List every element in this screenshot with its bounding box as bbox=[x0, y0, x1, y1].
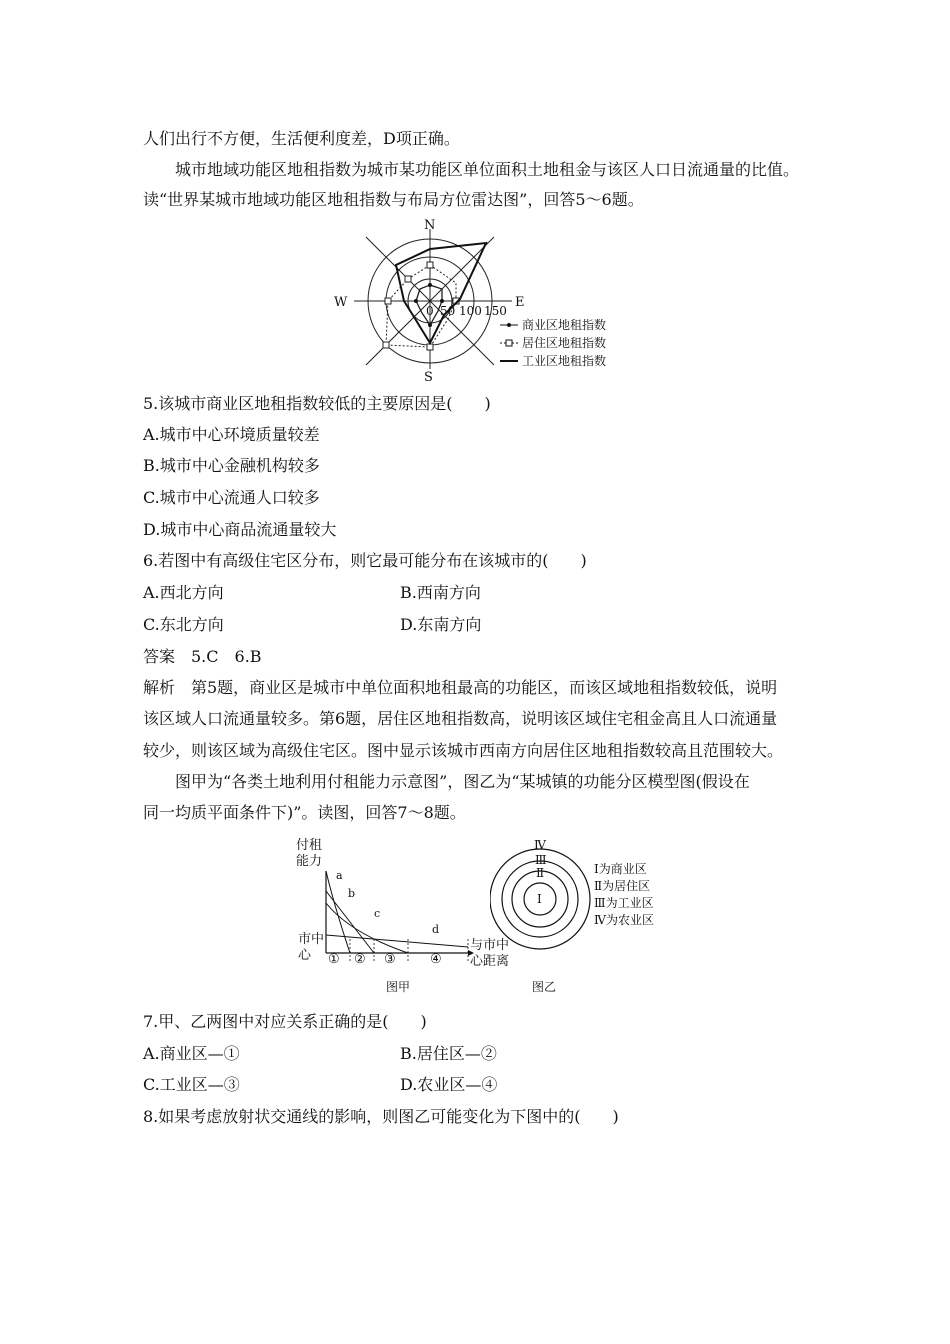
jia-ylabel-1: 付租 bbox=[296, 838, 323, 853]
intro2-line-1: 图甲为“各类土地利用付租能力示意图”，图乙为“某城镇的功能分区模型图(假设在 bbox=[175, 772, 750, 791]
q5-option-b: B.城市中心金融机构较多 bbox=[143, 456, 320, 475]
commercial-point-s bbox=[428, 323, 432, 327]
jia-label-b: b bbox=[348, 887, 356, 900]
residential-point-nw bbox=[405, 276, 411, 282]
jia-label-c: c bbox=[374, 907, 381, 920]
yi-legend-3: Ⅲ为工业区 bbox=[594, 896, 654, 910]
jia-zone-4: ④ bbox=[430, 952, 442, 967]
yi-legend-2: Ⅱ为居住区 bbox=[594, 879, 651, 893]
radar-tick-50: 50 bbox=[440, 304, 456, 318]
yi-ring-label-1: Ⅰ bbox=[537, 892, 542, 906]
radar-dir-n: N bbox=[424, 218, 436, 233]
intro-paragraph-line-2: 读“世界某城市地域功能区地租指数与布局方位雷达图”，回答5～6题。 bbox=[143, 190, 644, 209]
q7-option-b: B.居住区—② bbox=[400, 1044, 497, 1063]
legend-industrial: 工业区地租指数 bbox=[522, 354, 607, 368]
q7-option-c: C.工业区—③ bbox=[143, 1075, 240, 1094]
q5-option-a: A.城市中心环境质量较差 bbox=[143, 425, 320, 444]
jia-origin-1: 市中 bbox=[298, 932, 325, 947]
q5-option-c: C.城市中心流通人口较多 bbox=[143, 488, 320, 507]
q6-stem: 6.若图中有高级住宅区分布，则它最可能分布在该城市的( ) bbox=[143, 551, 587, 570]
figure-jia bbox=[290, 835, 520, 1000]
radar-dir-e: E bbox=[515, 295, 525, 310]
commercial-point-e bbox=[440, 299, 444, 303]
q6-option-b: B.西南方向 bbox=[400, 583, 481, 602]
analysis-line-2: 该区域人口流通量较多。第6题，居住区地租指数高，说明该区域住宅租金高且人口流通量 bbox=[143, 709, 778, 728]
figure-yi bbox=[490, 835, 670, 1000]
radar-tick-150: 150 bbox=[484, 304, 507, 318]
jia-curve-c bbox=[326, 903, 408, 953]
intro2-line-2: 同一均质平面条件下)”。读图，回答7～8题。 bbox=[143, 803, 466, 822]
jia-caption: 图甲 bbox=[386, 980, 411, 994]
radar-dir-s: S bbox=[424, 370, 433, 385]
commercial-point-w bbox=[414, 299, 418, 303]
jia-label-a: a bbox=[336, 869, 343, 882]
jia-zone-1: ① bbox=[328, 952, 340, 967]
radar-dir-w: W bbox=[334, 295, 348, 310]
residential-point-n bbox=[427, 262, 433, 268]
q8-stem: 8.如果考虑放射状交通线的影响，则图乙可能变化为下图中的( ) bbox=[143, 1107, 619, 1126]
radar-tick-0: 0 bbox=[426, 304, 434, 318]
jia-xlabel-1: 与市中 bbox=[470, 938, 510, 953]
yi-legend-4: Ⅳ为农业区 bbox=[594, 913, 654, 927]
jia-origin-2: 心 bbox=[298, 948, 312, 963]
q7-option-d: D.农业区—④ bbox=[400, 1075, 498, 1094]
analysis-line-3: 较少，则该区域为高级住宅区。图中显示该城市西南方向居住区地租指数较高且范围较大。 bbox=[143, 741, 784, 760]
commercial-point-n bbox=[428, 283, 432, 287]
legend-residential: 居住区地租指数 bbox=[522, 336, 607, 350]
analysis-line-1: 解析 第5题，商业区是城市中单位面积地租最高的功能区，而该区域地租指数较低，说明 bbox=[143, 678, 778, 697]
residential-point-w bbox=[385, 298, 391, 304]
jia-xlabel-2: 心距离 bbox=[470, 954, 510, 969]
jia-zone-3: ③ bbox=[384, 952, 396, 967]
q6-option-a: A.西北方向 bbox=[143, 583, 224, 602]
yi-ring-label-2: Ⅱ bbox=[536, 866, 545, 880]
yi-ring-label-3: Ⅲ bbox=[535, 853, 547, 867]
q6-option-d: D.东南方向 bbox=[400, 615, 482, 634]
q7-stem: 7.甲、乙两图中对应关系正确的是( ) bbox=[143, 1012, 427, 1031]
jia-zone-2: ② bbox=[354, 952, 366, 967]
paragraph-continuation: 人们出行不方便，生活便利度差，D项正确。 bbox=[143, 129, 460, 148]
radar-chart bbox=[320, 215, 630, 385]
jia-ylabel-2: 能力 bbox=[296, 854, 323, 869]
q7-option-a: A.商业区—① bbox=[143, 1044, 240, 1063]
yi-caption: 图乙 bbox=[532, 980, 557, 994]
answer-line: 答案 5.C 6.B bbox=[143, 647, 262, 666]
q5-option-d: D.城市中心商品流通量较大 bbox=[143, 520, 337, 539]
yi-legend-1: Ⅰ为商业区 bbox=[594, 862, 647, 876]
radar-legend bbox=[500, 317, 606, 368]
radar-tick-100: 100 bbox=[459, 304, 482, 318]
q6-option-c: C.东北方向 bbox=[143, 615, 224, 634]
intro-paragraph-line-1: 城市地域功能区地租指数为城市某功能区单位面积土地租金与该区人口日流通量的比值。 bbox=[175, 160, 800, 179]
q5-stem: 5.该城市商业区地租指数较低的主要原因是( ) bbox=[143, 394, 491, 413]
jia-curve-a bbox=[326, 871, 350, 953]
residential-point-sw bbox=[383, 342, 389, 348]
jia-label-d: d bbox=[432, 923, 440, 936]
yi-ring-label-4: Ⅳ bbox=[534, 838, 546, 852]
legend-commercial: 商业区地租指数 bbox=[522, 318, 607, 332]
